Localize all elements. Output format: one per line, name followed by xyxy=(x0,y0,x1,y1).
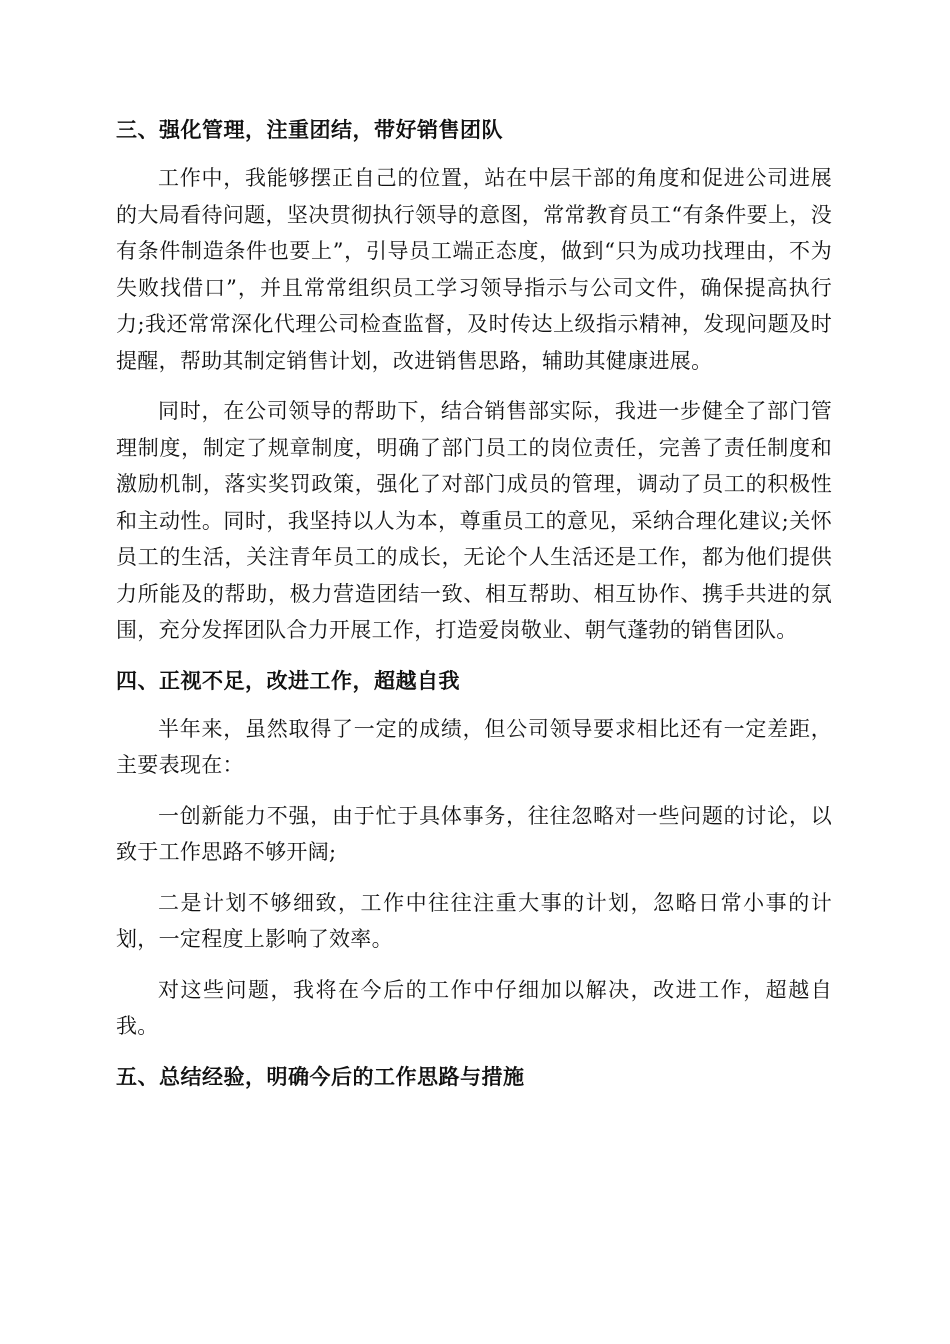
section-4-paragraph-4: 对这些问题，我将在今后的工作中仔细加以解决，改进工作，超越自我。 xyxy=(116,977,832,1038)
document-body xyxy=(116,112,832,1095)
section-4-paragraph-2: 一创新能力不强，由于忙于具体事务，往往忽略对一些问题的讨论，以致于工作思路不够开阔; xyxy=(116,803,832,864)
section-4-paragraph-3: 二是计划不够细致，工作中往往注重大事的计划，忽略日常小事的计划，一定程度上影响了效率。 xyxy=(116,890,832,951)
section-3-paragraph-2: 同时，在公司领导的帮助下，结合销售部实际，我进一步健全了部门管理制度，制定了规章制度，明确了部门员工的岗位责任，完善了责任制度和激励机制，落实奖罚政策，强化了对部门成员的管理，调动了员工的积极性和主动性。同时，我坚持以人为本，尊重员工的意见，采纳合理化建议;关怀员工的生活，关注青年员工的成长，无论个人生活还是工作，都为他们提供力所能及的帮助，极力营造团结一致、相互帮助、相互协作、携手共进的氛围，充分发挥团队合力开展工作，打造爱岗敬业、朝气蓬勃的销售团队。 xyxy=(116,399,832,642)
section-3-heading: 三、强化管理，注重团结，带好销售团队 xyxy=(116,118,503,142)
section-3-paragraph-1: 工作中，我能够摆正自己的位置，站在中层干部的角度和促进公司进展的大局看待问题，坚决贯彻执行领导的意图，常常教育员工“有条件要上，没有条件制造条件也要上”，引导员工端正态度，做到“只为成功找理由，不为失败找借口”，并且常常组织员工学习领导指示与公司文件，确保提高执行力;我还常常深化代理公司检查监督，及时传达上级指示精神，发现问题及时提醒，帮助其制定销售计划，改进销售思路，辅助其健康进展。 xyxy=(116,166,832,373)
section-5-heading: 五、总结经验，明确今后的工作思路与措施 xyxy=(116,1064,525,1089)
section-4-paragraph-1: 半年来，虽然取得了一定的成绩，但公司领导要求相比还有一定差距，主要表现在： xyxy=(116,716,832,777)
section-4-heading: 四、正视不足，改进工作，超越自我 xyxy=(116,668,460,693)
